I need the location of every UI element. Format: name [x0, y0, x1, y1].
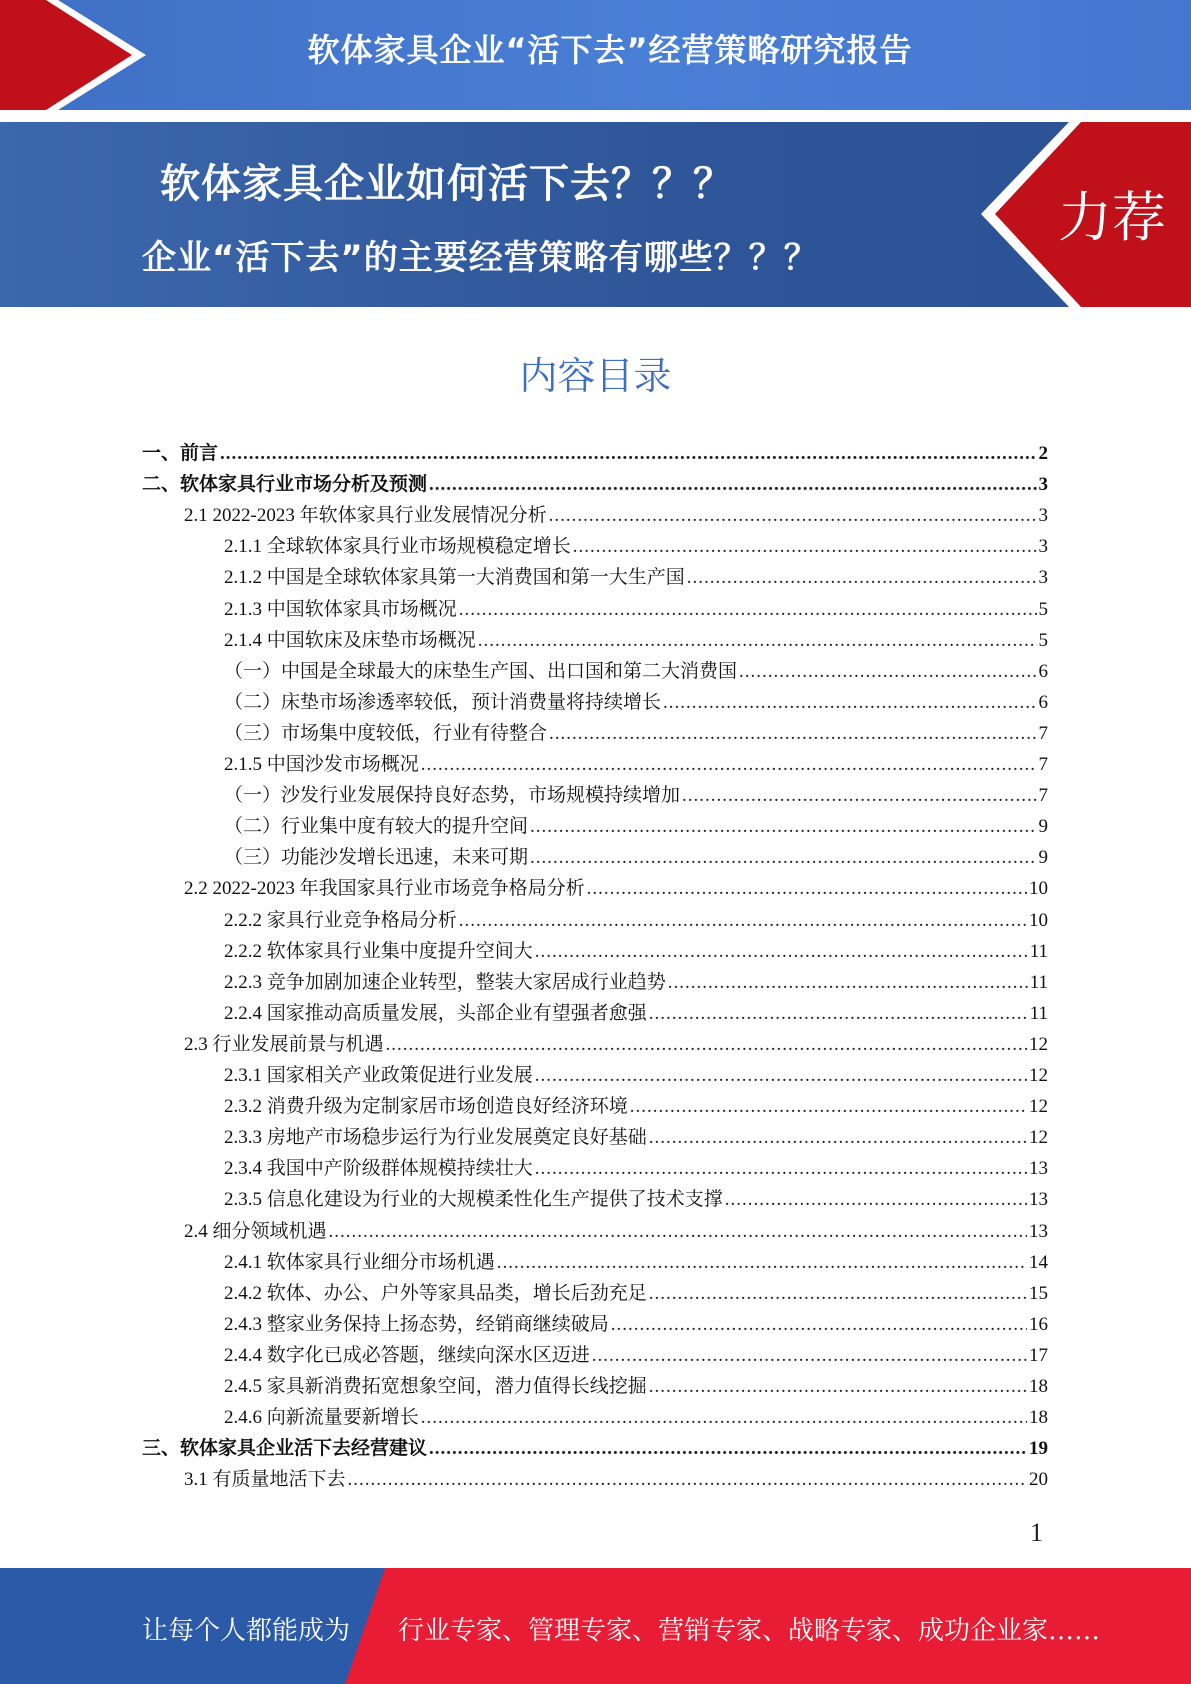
toc-entry-page: 20: [1029, 1469, 1048, 1490]
toc-entry[interactable]: [224, 1247, 1048, 1278]
toc-leader-dots: [611, 1309, 1027, 1340]
toc-entry-page: 7: [1038, 785, 1048, 806]
toc-entry-page: 13: [1029, 1221, 1048, 1242]
toc-entry[interactable]: [184, 1464, 1048, 1495]
footer-tagline: 让每个人都能成为: [142, 1616, 351, 1646]
toc-entry[interactable]: [224, 749, 1048, 780]
toc-leader-dots: [668, 967, 1028, 998]
toc-entry-page: 7: [1038, 754, 1048, 775]
toc-entry-title: 3.1 有质量地活下去: [184, 1469, 346, 1490]
toc-leader-dots: [549, 500, 1037, 531]
toc-leader-dots: [459, 594, 1037, 625]
toc-entry-page: 19: [1029, 1438, 1048, 1459]
toc-entry-page: 2: [1038, 443, 1048, 464]
toc-leader-dots: [220, 438, 1036, 469]
recommend-badge: 力荐: [1058, 186, 1166, 249]
toc-entry-page: 5: [1038, 599, 1048, 620]
toc-entry-title: （二）床垫市场渗透率较低，预计消费量将持续增长: [224, 692, 662, 713]
toc-entry-title: 2.1.3 中国软体家具市场概况: [224, 599, 457, 620]
toc-entry-title: 2.2.4 国家推动高质量发展，头部企业有望强者愈强: [224, 1003, 647, 1024]
toc-leader-dots: [348, 1464, 1027, 1495]
toc-entry-title: 一、前言: [142, 443, 219, 464]
toc-leader-dots: [587, 873, 1027, 904]
toc-entry-page: 3: [1038, 474, 1048, 495]
toc-entry[interactable]: [184, 1216, 1048, 1247]
toc-entry[interactable]: [224, 1122, 1048, 1153]
toc-entry[interactable]: [224, 1278, 1048, 1309]
toc-leader-dots: [421, 1402, 1027, 1433]
top-red-arrow-decoration: [0, 0, 160, 112]
toc-entry-title: 2.4.6 向新流量要新增长: [224, 1407, 419, 1428]
toc-entry[interactable]: [224, 936, 1048, 967]
toc-entry-title: 2.2.3 竞争加剧加速企业转型，整装大家居成行业趋势: [224, 972, 666, 993]
toc-entry-title: （一）沙发行业发展保持良好态势，市场规模持续增加: [224, 785, 681, 806]
toc-entry-page: 18: [1029, 1407, 1048, 1428]
toc-entry[interactable]: [224, 656, 1048, 687]
toc-entry-page: 13: [1029, 1158, 1048, 1179]
toc-entry-title: 2.1.4 中国软床及床垫市场概况: [224, 630, 476, 651]
toc-entry[interactable]: [224, 780, 1048, 811]
toc-entry[interactable]: [224, 905, 1048, 936]
toc-entry-title: 2.3.4 我国中产阶级群体规模持续壮大: [224, 1158, 533, 1179]
toc-entry-page: 12: [1029, 1127, 1048, 1148]
toc-entry-page: 3: [1038, 567, 1048, 588]
toc-entry-title: 2.3.2 消费升级为定制家居市场创造良好经济环境: [224, 1096, 628, 1117]
toc-entry-page: 7: [1038, 723, 1048, 744]
toc-entry-title: 2.3 行业发展前景与机遇: [184, 1034, 384, 1055]
footer-slogan: 行业专家、管理专家、营销专家、战略专家、成功企业家……: [398, 1616, 1101, 1646]
toc-entry-title: 2.2.2 软体家具行业集中度提升空间大: [224, 941, 533, 962]
toc-leader-dots: [535, 936, 1028, 967]
toc-entry[interactable]: [184, 500, 1048, 531]
toc-entry-title: 2.4.5 家具新消费拓宽想象空间，潜力值得长线挖掘: [224, 1376, 647, 1397]
toc-entry-page: 15: [1029, 1283, 1048, 1304]
toc-leader-dots: [630, 1091, 1027, 1122]
toc-entry-page: 12: [1029, 1065, 1048, 1086]
toc-entry-page: 14: [1029, 1252, 1048, 1273]
toc-entry-page: 5: [1038, 630, 1048, 651]
toc-leader-dots: [429, 1433, 1027, 1464]
toc-entry[interactable]: [224, 1309, 1048, 1340]
toc-leader-dots: [429, 469, 1036, 500]
toc-entry[interactable]: [224, 1153, 1048, 1184]
toc-entry[interactable]: [224, 1371, 1048, 1402]
toc-leader-dots: [687, 562, 1037, 593]
toc-entry-page: 18: [1029, 1376, 1048, 1397]
toc-leader-dots: [649, 998, 1028, 1029]
toc-entry-title: 2.3.5 信息化建设为行业的大规模柔性化生产提供了技术支撑: [224, 1189, 723, 1210]
toc-entry[interactable]: [224, 1340, 1048, 1371]
toc-entry-page: 10: [1029, 878, 1048, 899]
toc-entry-page: 9: [1038, 847, 1048, 868]
question-headline: 软体家具企业如何活下去？？？: [160, 161, 734, 207]
toc-entry-title: 2.1 2022-2023 年软体家具行业发展情况分析: [184, 505, 547, 526]
toc-entry-page: 17: [1029, 1345, 1048, 1366]
toc-entry-title: （二）行业集中度有较大的提升空间: [224, 816, 529, 837]
toc-entry-title: （三）功能沙发增长迅速，未来可期: [224, 847, 529, 868]
toc-entry[interactable]: [224, 1184, 1048, 1215]
toc-leader-dots: [573, 531, 1037, 562]
toc-entry-title: 三、软体家具企业活下去经营建议: [142, 1438, 428, 1459]
toc-entry-page: 3: [1038, 536, 1048, 557]
toc-entry-page: 12: [1029, 1034, 1048, 1055]
toc-entry[interactable]: [184, 873, 1048, 904]
toc-leader-dots: [386, 1029, 1027, 1060]
toc-leader-dots: [535, 1153, 1027, 1184]
toc-leader-dots: [592, 1340, 1027, 1371]
toc-entry[interactable]: [224, 842, 1048, 873]
toc-leader-dots: [663, 687, 1036, 718]
toc-entry-page: 16: [1029, 1314, 1048, 1335]
toc-entry[interactable]: [224, 687, 1048, 718]
toc-entry-title: 2.2.2 家具行业竞争格局分析: [224, 910, 457, 931]
toc-entry-page: 6: [1038, 661, 1048, 682]
toc-entry-title: 2.1.1 全球软体家具行业市场规模稳定增长: [224, 536, 571, 557]
toc-entry-title: 2.4.2 软体、办公、户外等家具品类，增长后劲充足: [224, 1283, 647, 1304]
question-subheadline: 企业“活下去”的主要经营策略有哪些？？？: [142, 238, 819, 278]
toc-entry-title: 2.4.1 软体家具行业细分市场机遇: [224, 1252, 495, 1273]
toc-entry[interactable]: [224, 562, 1048, 593]
toc-entry[interactable]: [224, 998, 1048, 1029]
toc-leader-dots: [725, 1184, 1027, 1215]
toc-entry-title: 2.3.1 国家相关产业政策促进行业发展: [224, 1065, 533, 1086]
toc-entry-title: （三）市场集中度较低，行业有待整合: [224, 723, 548, 744]
toc-entry-title: 2.2 2022-2023 年我国家具行业市场竞争格局分析: [184, 878, 585, 899]
page-number: 1: [1030, 1518, 1043, 1547]
toc-entry[interactable]: [142, 469, 1048, 500]
toc-entry-page: 9: [1038, 816, 1048, 837]
toc-entry[interactable]: [224, 811, 1048, 842]
toc-entry-page: 13: [1029, 1189, 1048, 1210]
toc-entry-page: 12: [1029, 1096, 1048, 1117]
toc-leader-dots: [530, 811, 1036, 842]
toc-entry[interactable]: [224, 531, 1048, 562]
toc-entry-title: 二、软体家具行业市场分析及预测: [142, 474, 428, 495]
toc-leader-dots: [478, 625, 1037, 656]
toc-leader-dots: [682, 780, 1036, 811]
toc-entry[interactable]: [224, 967, 1048, 998]
toc-entry[interactable]: [224, 594, 1048, 625]
toc-leader-dots: [459, 905, 1027, 936]
toc-leader-dots: [739, 656, 1036, 687]
report-title: 软体家具企业“活下去”经营策略研究报告: [307, 31, 913, 69]
toc-entry-title: （一）中国是全球最大的床垫生产国、出口国和第二大消费国: [224, 661, 738, 682]
toc-entry[interactable]: [142, 1433, 1048, 1464]
toc-leader-dots: [530, 842, 1036, 873]
toc-entry-page: 11: [1029, 941, 1048, 962]
toc-leader-dots: [421, 749, 1037, 780]
toc-entry-title: 2.3.3 房地产市场稳步运行为行业发展奠定良好基础: [224, 1127, 647, 1148]
toc-leader-dots: [535, 1060, 1027, 1091]
toc-entry[interactable]: [142, 438, 1048, 469]
toc-entry-title: 2.4 细分领域机遇: [184, 1221, 327, 1242]
toc-leader-dots: [649, 1371, 1027, 1402]
toc-entry-page: 3: [1038, 505, 1048, 526]
toc-entry[interactable]: [224, 1091, 1048, 1122]
toc-leader-dots: [549, 718, 1036, 749]
toc-leader-dots: [329, 1216, 1027, 1247]
toc-entry-title: 2.4.3 整家业务保持上扬态势，经销商继续破局: [224, 1314, 609, 1335]
toc-entry-page: 10: [1029, 910, 1048, 931]
toc-entry-title: 2.1.2 中国是全球软体家具第一大消费国和第一大生产国: [224, 567, 685, 588]
toc-entry[interactable]: [224, 718, 1048, 749]
toc-entry-title: 2.4.4 数字化已成必答题，继续向深水区迈进: [224, 1345, 590, 1366]
toc-entry-page: 11: [1029, 972, 1048, 993]
toc-leader-dots: [649, 1278, 1027, 1309]
toc-entry[interactable]: [224, 625, 1048, 656]
toc-entry-title: 2.1.5 中国沙发市场概况: [224, 754, 419, 775]
toc-entry-page: 11: [1029, 1003, 1048, 1024]
toc-entry[interactable]: [224, 1402, 1048, 1433]
toc-heading: 内容目录: [519, 354, 672, 398]
toc-leader-dots: [497, 1247, 1027, 1278]
toc-entry-page: 6: [1038, 692, 1048, 713]
toc-entry[interactable]: [184, 1029, 1048, 1060]
toc-entry[interactable]: [224, 1060, 1048, 1091]
toc-leader-dots: [649, 1122, 1027, 1153]
